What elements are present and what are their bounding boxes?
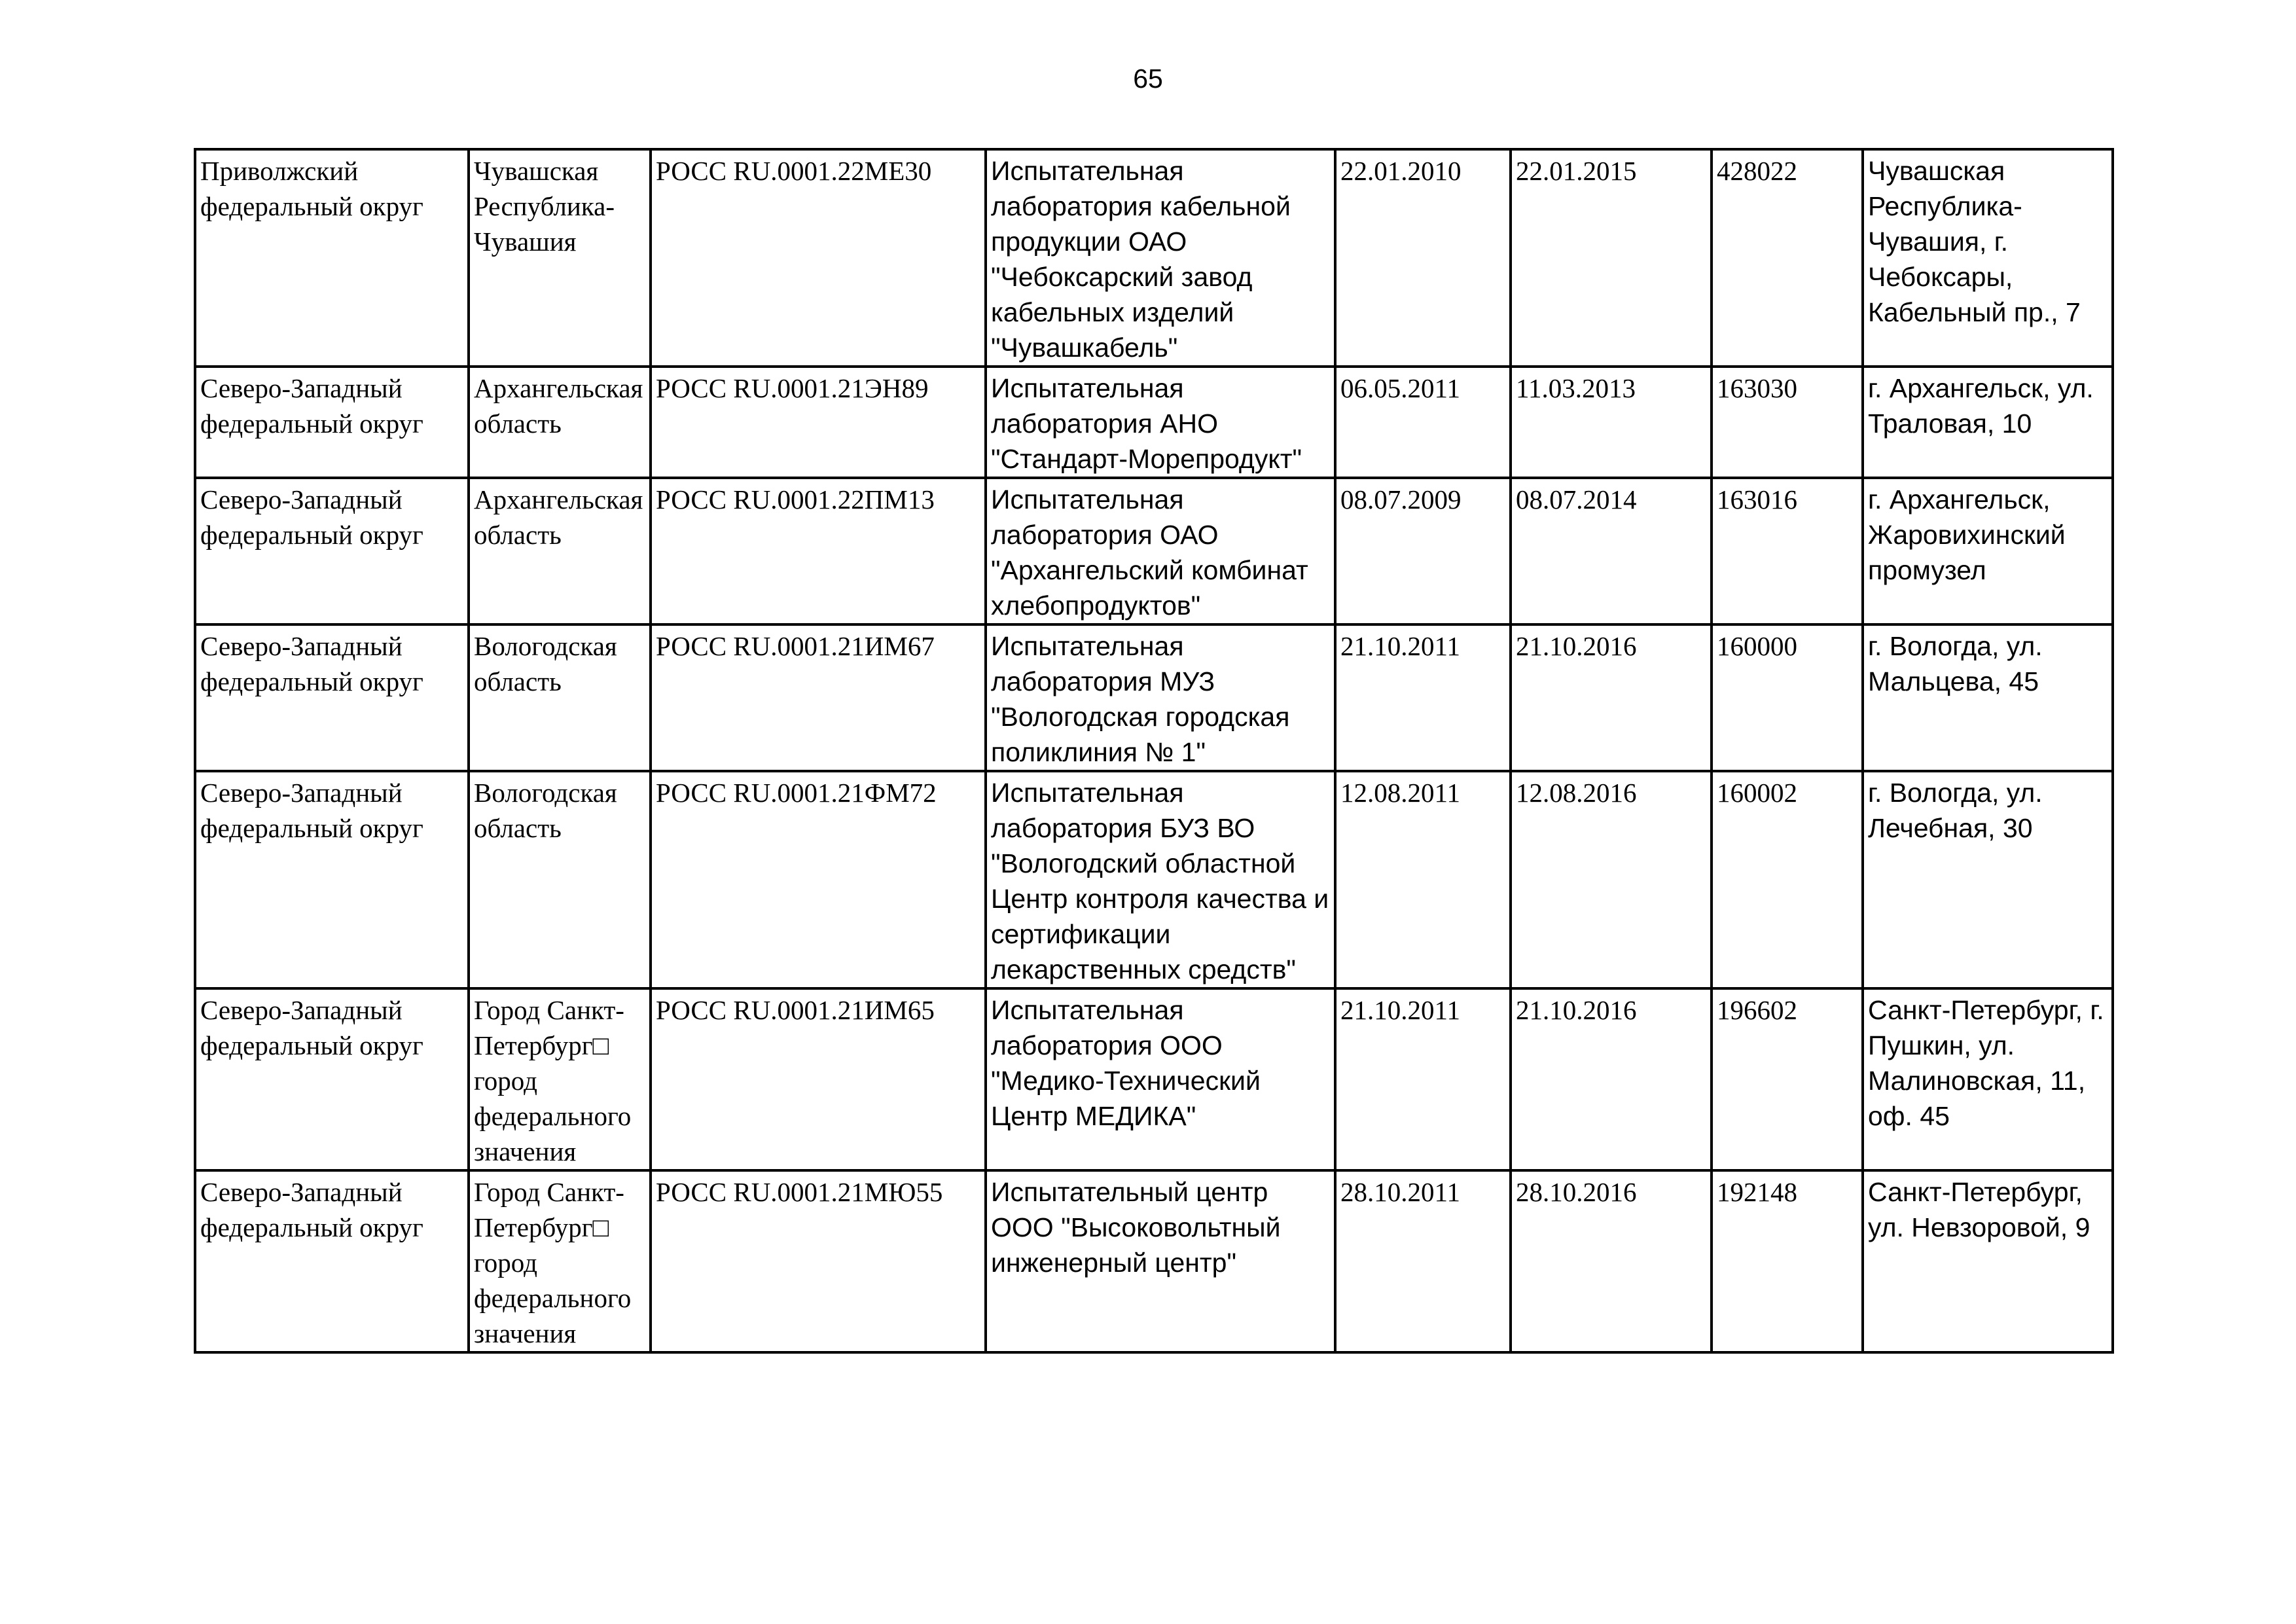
- postal-index-cell: 163016: [1712, 478, 1863, 624]
- region-cell: Город Санкт-Петербург□ город федерального значения: [469, 1170, 651, 1352]
- postal-index-cell: 192148: [1712, 1170, 1863, 1352]
- address-cell: Санкт-Петербург, г. Пушкин, ул. Малиновская, 11, оф. 45: [1863, 988, 2113, 1170]
- date-to-cell: 21.10.2016: [1511, 624, 1712, 771]
- date-to-cell: 21.10.2016: [1511, 988, 1712, 1170]
- district-cell: Северо-Западный федеральный округ: [195, 771, 469, 988]
- date-from-cell: 21.10.2011: [1335, 988, 1511, 1170]
- laboratory-cell: Испытательная лаборатория АНО "Стандарт-Морепродукт": [986, 367, 1335, 478]
- district-cell: Северо-Западный федеральный округ: [195, 367, 469, 478]
- laboratory-cell: Испытательная лаборатория ОАО "Архангельский комбинат хлебопродуктов": [986, 478, 1335, 624]
- date-to-cell: 22.01.2015: [1511, 149, 1712, 367]
- table-row: [195, 624, 2113, 771]
- region-cell: Чувашская Республика-Чувашия: [469, 149, 651, 367]
- address-cell: г. Вологда, ул. Мальцева, 45: [1863, 624, 2113, 771]
- date-from-cell: 12.08.2011: [1335, 771, 1511, 988]
- laboratory-cell: Испытательная лаборатория БУЗ ВО "Вологодский областной Центр контроля качества и сертификации лекарственных средств": [986, 771, 1335, 988]
- table-row: [195, 367, 2113, 478]
- date-to-cell: 11.03.2013: [1511, 367, 1712, 478]
- region-cell: Город Санкт-Петербург□ город федерального значения: [469, 988, 651, 1170]
- address-cell: г. Архангельск, ул. Траловая, 10: [1863, 367, 2113, 478]
- date-to-cell: 28.10.2016: [1511, 1170, 1712, 1352]
- region-cell: Архангельская область: [469, 478, 651, 624]
- certificate-cell: РОСС RU.0001.21ИМ65: [651, 988, 986, 1170]
- district-cell: Северо-Западный федеральный округ: [195, 988, 469, 1170]
- postal-index-cell: 160002: [1712, 771, 1863, 988]
- date-from-cell: 28.10.2011: [1335, 1170, 1511, 1352]
- certificate-cell: РОСС RU.0001.22ПМ13: [651, 478, 986, 624]
- table-row: [195, 149, 2113, 367]
- district-cell: Северо-Западный федеральный округ: [195, 624, 469, 771]
- certificate-cell: РОСС RU.0001.21ИМ67: [651, 624, 986, 771]
- region-cell: Вологодская область: [469, 771, 651, 988]
- laboratory-cell: Испытательная лаборатория МУЗ "Вологодская городская поликлиния № 1": [986, 624, 1335, 771]
- date-from-cell: 21.10.2011: [1335, 624, 1511, 771]
- certificate-cell: РОСС RU.0001.22МЕ30: [651, 149, 986, 367]
- date-from-cell: 08.07.2009: [1335, 478, 1511, 624]
- table-row: [195, 988, 2113, 1170]
- date-from-cell: 06.05.2011: [1335, 367, 1511, 478]
- laboratory-registry-table: [194, 148, 2114, 1354]
- region-cell: Архангельская область: [469, 367, 651, 478]
- laboratory-cell: Испытательная лаборатория ООО "Медико-Технический Центр МЕДИКА": [986, 988, 1335, 1170]
- region-cell: Вологодская область: [469, 624, 651, 771]
- page-number: 65: [1133, 63, 1163, 94]
- date-to-cell: 12.08.2016: [1511, 771, 1712, 988]
- postal-index-cell: 428022: [1712, 149, 1863, 367]
- district-cell: Северо-Западный федеральный округ: [195, 478, 469, 624]
- postal-index-cell: 163030: [1712, 367, 1863, 478]
- district-cell: Приволжский федеральный округ: [195, 149, 469, 367]
- address-cell: г. Архангельск, Жаровихинский промузел: [1863, 478, 2113, 624]
- laboratory-cell: Испытательный центр ООО "Высоковольтный инженерный центр": [986, 1170, 1335, 1352]
- address-cell: Санкт-Петербург, ул. Невзоровой, 9: [1863, 1170, 2113, 1352]
- postal-index-cell: 196602: [1712, 988, 1863, 1170]
- district-cell: Северо-Западный федеральный округ: [195, 1170, 469, 1352]
- certificate-cell: РОСС RU.0001.21ФМ72: [651, 771, 986, 988]
- table-row: [195, 771, 2113, 988]
- table-row: [195, 1170, 2113, 1352]
- date-from-cell: 22.01.2010: [1335, 149, 1511, 367]
- table-row: [195, 478, 2113, 624]
- address-cell: г. Вологда, ул. Лечебная, 30: [1863, 771, 2113, 988]
- certificate-cell: РОСС RU.0001.21МЮ55: [651, 1170, 986, 1352]
- postal-index-cell: 160000: [1712, 624, 1863, 771]
- address-cell: Чувашская Республика-Чувашия, г. Чебоксары, Кабельный пр., 7: [1863, 149, 2113, 367]
- date-to-cell: 08.07.2014: [1511, 478, 1712, 624]
- laboratory-cell: Испытательная лаборатория кабельной продукции ОАО "Чебоксарский завод кабельных изделий "Чувашкабель": [986, 149, 1335, 367]
- certificate-cell: РОСС RU.0001.21ЭН89: [651, 367, 986, 478]
